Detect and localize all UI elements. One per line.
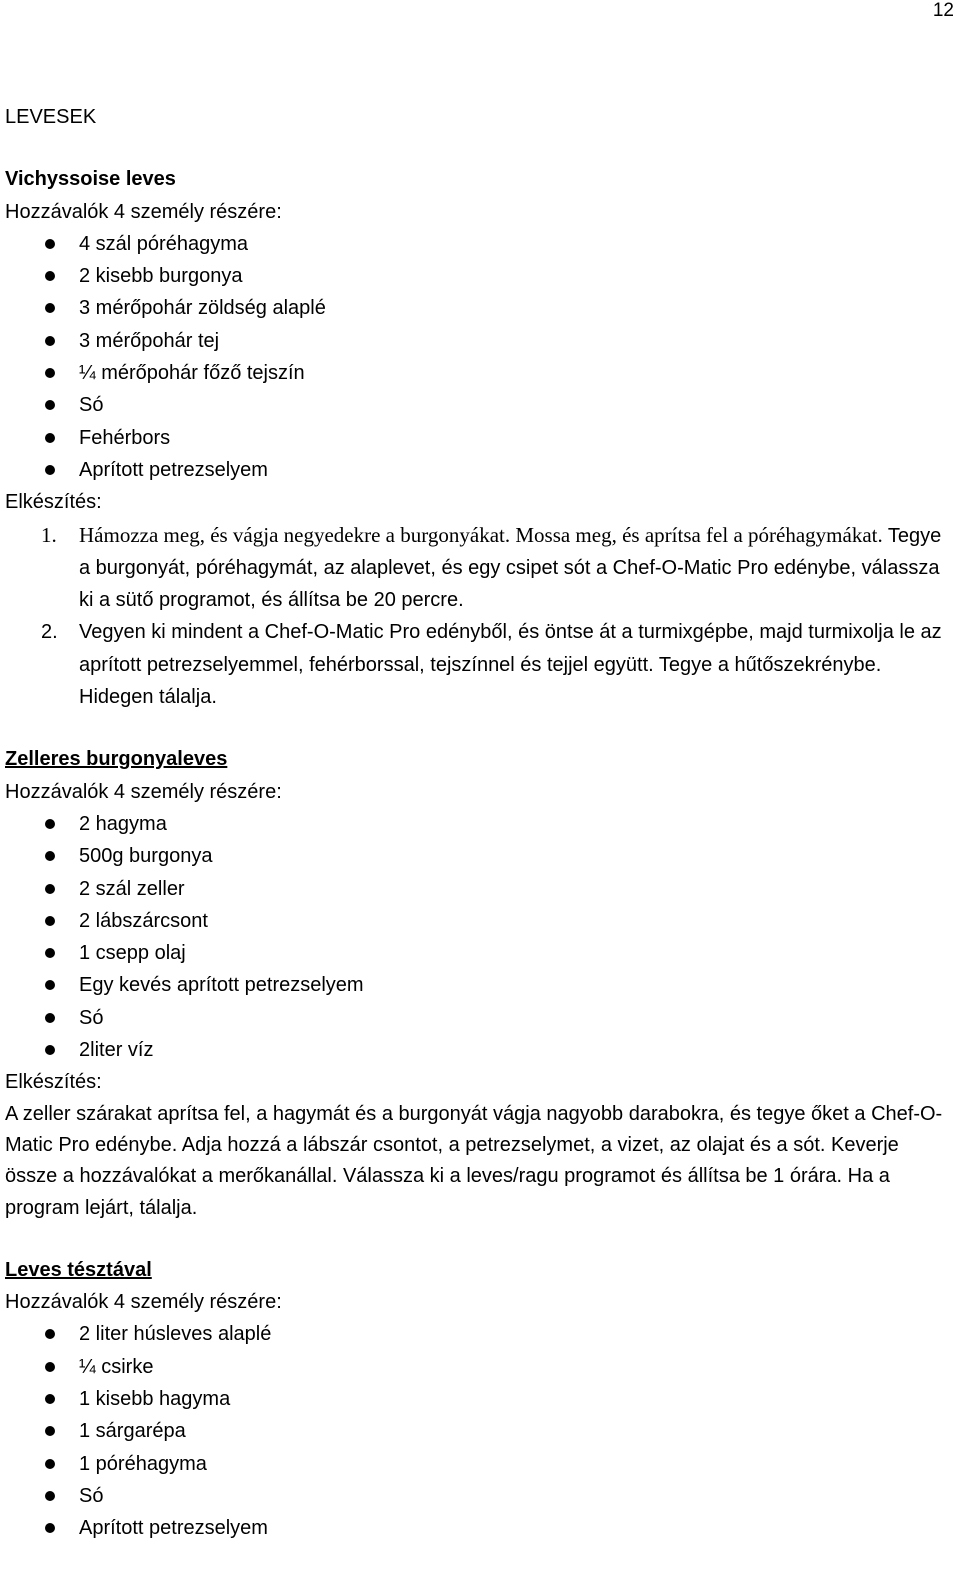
list-item: ¼ csirke — [5, 1351, 950, 1383]
list-item: 1 sárgarépa — [5, 1415, 950, 1447]
bullet-icon — [45, 400, 55, 410]
step-text: Vegyen ki mindent a Chef-O-Matic Pro edényből, és öntse át a turmixgépbe, majd turmixolja le az aprított petrezselyemmel, fehérborssal, tejszínnel és tejjel együtt. Tegye a hűtőszekrénybe. Hidegen tálalja. — [79, 621, 942, 709]
list-item: 1 csepp olaj — [5, 937, 950, 969]
bullet-icon — [45, 336, 55, 346]
list-item: 2 hagyma — [5, 808, 950, 840]
bullet-icon — [45, 916, 55, 926]
list-item: Fehérbors — [5, 422, 950, 454]
recipe-title: Vichyssoise leves — [5, 168, 176, 191]
section-title: LEVESEK — [5, 106, 97, 128]
bullet-icon — [45, 368, 55, 378]
recipe-vichyssoise — [5, 163, 950, 713]
step-number: 2. — [41, 621, 58, 644]
list-item: 1 kisebb hagyma — [5, 1383, 950, 1415]
ingredient-list — [5, 1318, 950, 1544]
list-item: 4 szál póréhagyma — [5, 228, 950, 260]
step-number: 1. — [41, 522, 57, 547]
list-item: 1 póréhagyma — [5, 1448, 950, 1480]
list-item: 2liter víz — [5, 1034, 950, 1066]
list-item: Só — [5, 389, 950, 421]
bullet-icon — [45, 239, 55, 249]
step-item — [5, 519, 950, 617]
preparation-text: A zeller szárakat aprítsa fel, a hagymát és a burgonyát vágja nagyobb darabokra, és tegye őket a Chef-O-Matic Pro edénybe. Adja hozzá a lábszár csontot, a petrezselymet, a vizet, az olajat és a sót. Keverje össze a hozzávalókat a merőkanállal. Válassza ki a leves/ragu programot és állítsa be 1 órára. Ha a program lejárt, tálalja. — [5, 1102, 943, 1219]
bullet-icon — [45, 1491, 55, 1501]
list-item: Só — [5, 1480, 950, 1512]
ingredients-heading: Hozzávalók 4 személy részére: — [5, 780, 282, 803]
bullet-icon — [45, 1045, 55, 1055]
bullet-icon — [45, 948, 55, 958]
page-number: 12 — [932, 0, 954, 21]
bullet-icon — [45, 819, 55, 829]
list-item: 3 mérőpohár zöldség alaplé — [5, 292, 950, 324]
bullet-icon — [45, 1362, 55, 1372]
bullet-icon — [45, 884, 55, 894]
list-item: Aprított petrezselyem — [5, 1512, 950, 1544]
bullet-icon — [45, 1394, 55, 1404]
ingredient-list — [5, 808, 950, 1066]
step-text: Tegye a burgonyát, póréhagymát, az alaplevet, és egy csipet sót a Chef-O-Matic Pro edénybe, válassza ki a sütő programot, és állítsa be 20 percre. — [79, 524, 942, 612]
ingredients-heading: Hozzávalók 4 személy részére: — [5, 1291, 282, 1314]
bullet-icon — [45, 1523, 55, 1533]
list-item: 3 mérőpohár tej — [5, 325, 950, 357]
list-item: 2 liter húsleves alaplé — [5, 1318, 950, 1350]
list-item: 2 lábszárcsont — [5, 905, 950, 937]
preparation-heading: Elkészítés: — [5, 491, 102, 514]
bullet-icon — [45, 851, 55, 861]
list-item: Aprított petrezselyem — [5, 454, 950, 486]
document-body — [5, 101, 950, 1574]
bullet-icon — [45, 433, 55, 443]
list-item: 500g burgonya — [5, 840, 950, 872]
bullet-icon — [45, 980, 55, 990]
bullet-icon — [45, 303, 55, 313]
preparation-heading: Elkészítés: — [5, 1071, 102, 1094]
step-text-serif: Hámozza meg, és vágja negyedekre a burgonyákat. Mossa meg, és aprítsa fel a póréhagymákat. — [79, 522, 883, 547]
bullet-icon — [45, 1459, 55, 1469]
recipe-title: Leves tésztával — [5, 1258, 152, 1281]
list-item: 2 szál zeller — [5, 873, 950, 905]
bullet-icon — [45, 465, 55, 475]
bullet-icon — [45, 271, 55, 281]
list-item: Só — [5, 1002, 950, 1034]
list-item: 2 kisebb burgonya — [5, 260, 950, 292]
recipe-leves-tesztaval — [5, 1254, 950, 1545]
bullet-icon — [45, 1329, 55, 1339]
bullet-icon — [45, 1426, 55, 1436]
recipe-title: Zelleres burgonyaleves — [5, 748, 228, 771]
ingredients-heading: Hozzávalók 4 személy részére: — [5, 200, 282, 223]
list-item: Egy kevés aprított petrezselyem — [5, 969, 950, 1001]
recipe-zelleres-burgonyaleves — [5, 743, 950, 1223]
step-list — [5, 519, 950, 714]
ingredient-list — [5, 228, 950, 486]
list-item: ¼ mérőpohár főző tejszín — [5, 357, 950, 389]
step-item — [5, 616, 950, 713]
bullet-icon — [45, 1013, 55, 1023]
